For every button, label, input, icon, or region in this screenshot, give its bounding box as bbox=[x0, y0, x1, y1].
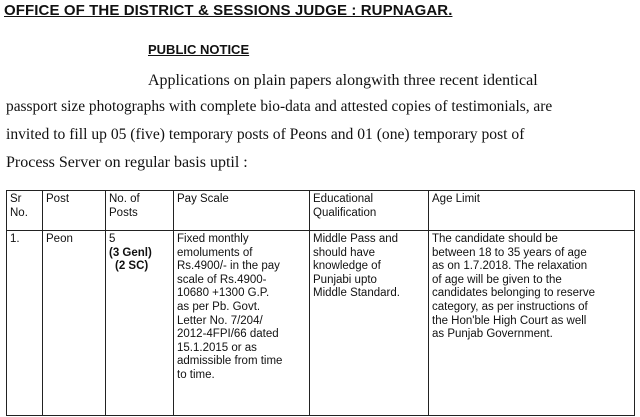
cell-pay-scale: Fixed monthly emoluments of Rs.4900/- in the pay scale of Rs.4900- 10680 +1300 G.P. as per Pb. Govt. Letter No. 7/204/ 2012-4FPI/66 dated 15.1.2015 or as admissible from time to time. bbox=[174, 231, 310, 416]
office-header: OFFICE OF THE DISTRICT & SESSIONS JUDGE : RUPNAGAR. bbox=[4, 2, 453, 19]
notice-line-1: Applications on plain papers alongwith three recent identical bbox=[148, 72, 538, 89]
cell-no-of-posts: 5 (3 Genl) (2 SC) bbox=[106, 231, 174, 416]
table-header-row bbox=[7, 191, 635, 231]
notice-line-4: Process Server on regular basis uptil : bbox=[6, 154, 248, 171]
header-post: Post bbox=[43, 191, 106, 231]
header-sr-no: Sr No. bbox=[7, 191, 43, 231]
header-pay-scale: Pay Scale bbox=[174, 191, 310, 231]
notice-line-2: passport size photographs with complete bio-data and attested copies of testimonials, are bbox=[6, 98, 553, 115]
header-no-of-posts: No. of Posts bbox=[106, 191, 174, 231]
notice-title: PUBLIC NOTICE bbox=[148, 42, 250, 57]
cell-age-limit: The candidate should be between 18 to 35 years of age as on 1.7.2018. The relaxation of age will be given to the candidates belonging to reserve category, as per instructions of the Hon'ble High Court as well as Punjab Government. bbox=[429, 231, 635, 416]
posts-table bbox=[6, 190, 635, 416]
cell-educational-qualification: Middle Pass and should have knowledge of Punjabi upto Middle Standard. bbox=[310, 231, 429, 416]
cell-post: Peon bbox=[43, 231, 106, 416]
header-educational-qualification: Educational Qualification bbox=[310, 191, 429, 231]
notice-line-3: invited to fill up 05 (five) temporary posts of Peons and 01 (one) temporary post of bbox=[6, 126, 525, 143]
table-row bbox=[7, 231, 635, 416]
header-age-limit: Age Limit bbox=[429, 191, 635, 231]
cell-sr-no: 1. bbox=[7, 231, 43, 416]
